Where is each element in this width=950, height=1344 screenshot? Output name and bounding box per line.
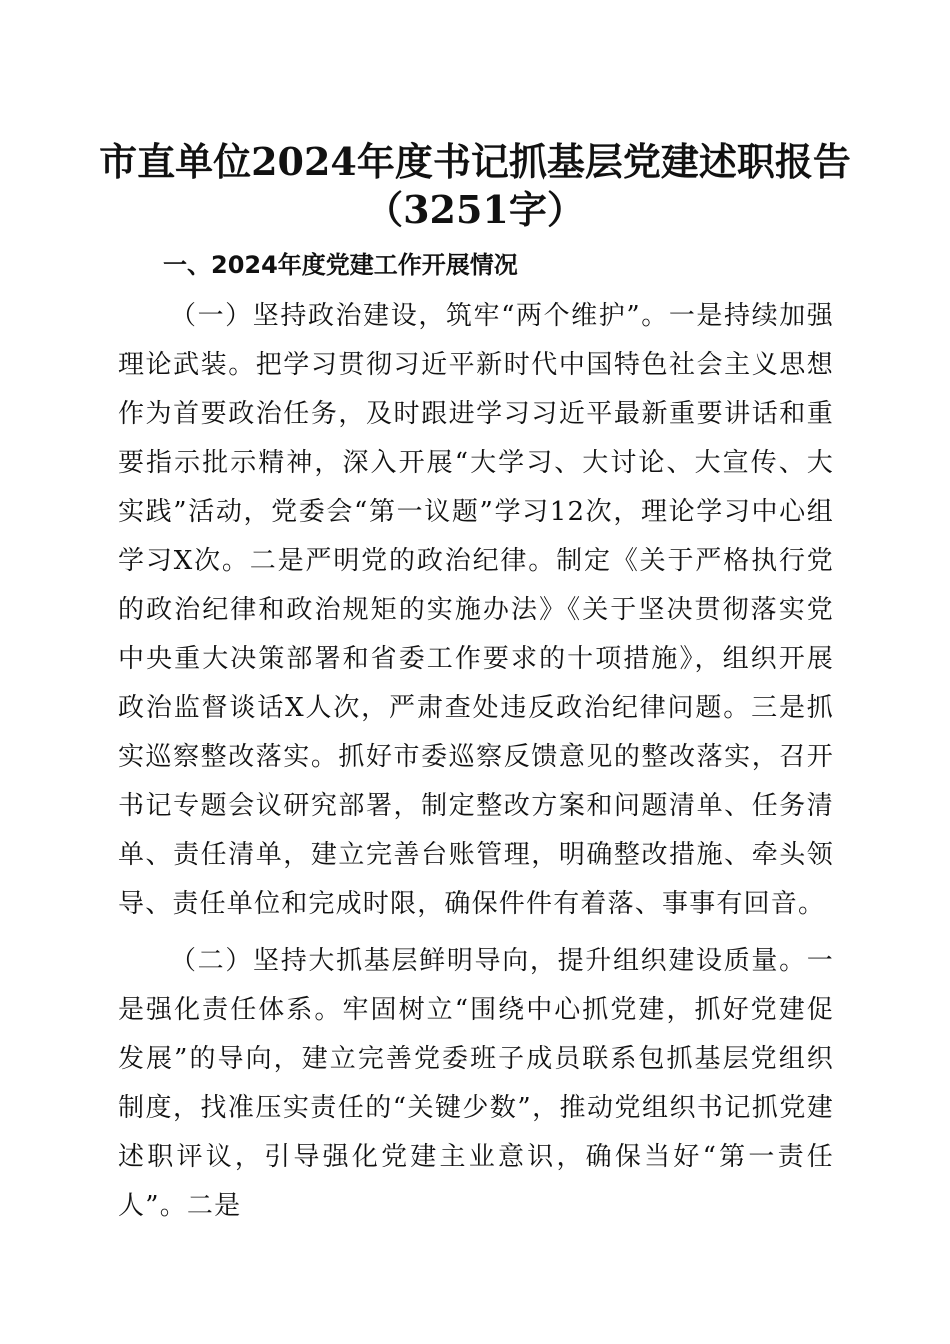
paragraph-organization-building: （二）坚持大抓基层鲜明导向，提升组织建设质量。一是强化责任体系。牢固树立“围绕中心抓党建，抓好党建促发展”的导向，建立完善党委班子成员联系包抓基层党组织制度，找准压实责任的“关键少数”，推动党组织书记抓党建述职评议，引导强化党建主业意识，确保当好“第一责任人”。二是 xyxy=(118,946,834,1221)
document-title: 市直单位2024年度书记抓基层党建述职报告 xyxy=(99,139,851,184)
section-heading: 一、2024年度党建工作开展情况 xyxy=(163,251,518,279)
document-title-word-count: （3251字） xyxy=(365,187,585,232)
paragraph-political-building: （一）坚持政治建设，筑牢“两个维护”。一是持续加强理论武装。把学习贯彻习近平新时代中国特色社会主义思想作为首要政治任务，及时跟进学习习近平最新重要讲话和重要指示批示精神，深入开展“大学习、大讨论、大宣传、大实践”活动，党委会“第一议题”学习12次，理论学习中心组学习X次。二是严明党的政治纪律。制定《关于严格执行党的政治纪律和政治规矩的实施办法》《关于坚决贯彻落实党中央重大决策部署和省委工作要求的十项措施》，组织开展政治监督谈话X人次，严肃查处违反政治纪律问题。三是抓实巡察整改落实。抓好市委巡察反馈意见的整改落实，召开书记专题会议研究部署，制定整改方案和问题清单、任务清单、责任清单，建立完善台账管理，明确整改措施、牵头领导、责任单位和完成时限，确保件件有着落、事事有回音。 xyxy=(118,301,834,919)
